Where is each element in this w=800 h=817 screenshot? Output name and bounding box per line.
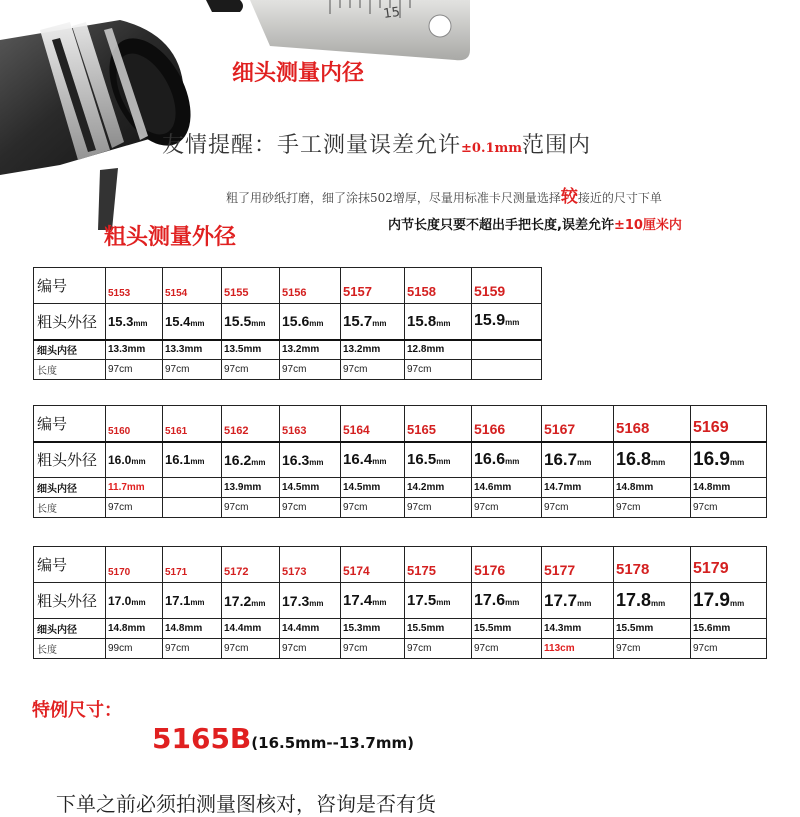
inner-cell: 14.8mm xyxy=(614,478,691,498)
inner-cell: 14.8mm xyxy=(163,619,222,639)
code-cell: 5158 xyxy=(405,268,472,304)
inner-cell: 14.8mm xyxy=(106,619,163,639)
special-size xyxy=(152,722,414,755)
length-cell-highlight: 113cm xyxy=(542,639,614,659)
row-header-length: 长度 xyxy=(34,360,106,380)
inner-cell: 14.2mm xyxy=(405,478,472,498)
inner-cell: 15.3mm xyxy=(341,619,405,639)
code-cell: 5159 xyxy=(472,268,542,304)
length-cell: 97cm xyxy=(405,498,472,518)
outer-cell: 16.7mm xyxy=(542,442,614,478)
spec-table-1 xyxy=(33,267,542,380)
outer-cell: 16.5mm xyxy=(405,442,472,478)
tip-tolerance: ±0.1mm xyxy=(461,141,523,156)
code-cell: 5178 xyxy=(614,547,691,583)
inner-cell: 15.5mm xyxy=(614,619,691,639)
thin-rod-tip xyxy=(206,0,243,12)
outer-cell: 16.9mm xyxy=(691,442,767,478)
length-cell xyxy=(163,498,222,518)
code-cell: 5177 xyxy=(542,547,614,583)
code-cell: 5160 xyxy=(106,406,163,442)
length-cell: 97cm xyxy=(472,639,542,659)
special-size-range: (16.5mm--13.7mm) xyxy=(251,734,414,752)
outer-cell: 15.4mm xyxy=(163,304,222,340)
inner-cell: 14.3mm xyxy=(542,619,614,639)
code-cell: 5163 xyxy=(280,406,341,442)
note-text-before: 粗了用砂纸打磨，细了涂抹502增厚，尽量用标准卡尺测量选择 xyxy=(226,191,561,205)
row-header-outer: 粗头外径 xyxy=(34,304,106,340)
length-cell: 97cm xyxy=(106,498,163,518)
code-cell: 5170 xyxy=(106,547,163,583)
tolerance-tip xyxy=(162,128,591,159)
length-cell: 97cm xyxy=(614,639,691,659)
outer-cell: 16.6mm xyxy=(472,442,542,478)
length-cell: 97cm xyxy=(222,498,280,518)
outer-cell: 15.9mm xyxy=(472,304,542,340)
inner-cell xyxy=(472,340,542,360)
row-header-inner: 细头内径 xyxy=(34,619,106,639)
steel-ruler xyxy=(250,0,470,60)
code-cell: 5166 xyxy=(472,406,542,442)
inner-diameter-label: 细头测量内径 xyxy=(232,61,365,86)
row-header-outer: 粗头外径 xyxy=(34,442,106,478)
code-cell: 5165 xyxy=(405,406,472,442)
inner-cell: 14.8mm xyxy=(691,478,767,498)
code-cell: 5153 xyxy=(106,268,163,304)
code-cell: 5167 xyxy=(542,406,614,442)
length-cell xyxy=(472,360,542,380)
note-text-after: 接近的尺寸下单 xyxy=(577,191,662,205)
length-cell: 97cm xyxy=(405,360,472,380)
outer-cell: 17.1mm xyxy=(163,583,222,619)
tip-prefix: 友情提醒：手工测量误差允许 xyxy=(162,133,462,158)
row-header-inner: 细头内径 xyxy=(34,340,106,360)
length-cell: 97cm xyxy=(472,498,542,518)
outer-cell: 17.0mm xyxy=(106,583,163,619)
length-cell: 97cm xyxy=(691,498,767,518)
outer-cell: 17.6mm xyxy=(472,583,542,619)
length-cell: 97cm xyxy=(542,498,614,518)
code-cell: 5173 xyxy=(280,547,341,583)
outer-cell: 16.8mm xyxy=(614,442,691,478)
code-cell: 5171 xyxy=(163,547,222,583)
length-cell: 97cm xyxy=(280,498,341,518)
outer-diameter-label: 粗头测量外径 xyxy=(104,225,237,250)
inner-cell: 13.9mm xyxy=(222,478,280,498)
outer-cell: 17.4mm xyxy=(341,583,405,619)
inner-cell: 13.3mm xyxy=(163,340,222,360)
length-cell: 97cm xyxy=(280,639,341,659)
outer-cell: 15.7mm xyxy=(341,304,405,340)
inner-cell: 14.4mm xyxy=(280,619,341,639)
length-tolerance-note xyxy=(388,214,682,233)
code-cell: 5175 xyxy=(405,547,472,583)
footer-note: 下单之前必须拍测量图核对，咨询是否有货 xyxy=(56,792,436,816)
inner-cell: 14.5mm xyxy=(280,478,341,498)
row-header-length: 长度 xyxy=(34,498,106,518)
length-cell: 97cm xyxy=(405,639,472,659)
outer-cell: 17.9mm xyxy=(691,583,767,619)
row-header-length: 长度 xyxy=(34,639,106,659)
outer-cell: 17.5mm xyxy=(405,583,472,619)
length-cell: 97cm xyxy=(341,360,405,380)
length-cell: 97cm xyxy=(614,498,691,518)
code-cell: 5154 xyxy=(163,268,222,304)
spec-table-2 xyxy=(33,405,767,518)
length-cell: 97cm xyxy=(341,498,405,518)
inner-cell: 13.3mm xyxy=(106,340,163,360)
outer-cell: 15.5mm xyxy=(222,304,280,340)
length-cell: 99cm xyxy=(106,639,163,659)
row-header-code: 编号 xyxy=(34,547,106,583)
inner-cell: 15.5mm xyxy=(405,619,472,639)
note2-emphasis: ±10厘米内 xyxy=(613,218,682,233)
outer-cell: 17.8mm xyxy=(614,583,691,619)
code-cell: 5174 xyxy=(341,547,405,583)
inner-cell xyxy=(163,478,222,498)
length-cell: 97cm xyxy=(222,360,280,380)
outer-cell: 15.8mm xyxy=(405,304,472,340)
outer-cell: 16.2mm xyxy=(222,442,280,478)
length-cell: 97cm xyxy=(163,360,222,380)
length-cell: 97cm xyxy=(280,360,341,380)
length-cell: 97cm xyxy=(341,639,405,659)
code-cell: 5157 xyxy=(341,268,405,304)
outer-cell: 15.3mm xyxy=(106,304,163,340)
inner-cell: 15.5mm xyxy=(472,619,542,639)
outer-cell: 16.4mm xyxy=(341,442,405,478)
inner-cell: 14.6mm xyxy=(472,478,542,498)
row-header-outer: 粗头外径 xyxy=(34,583,106,619)
inner-cell: 13.2mm xyxy=(280,340,341,360)
length-cell: 97cm xyxy=(691,639,767,659)
code-cell: 5169 xyxy=(691,406,767,442)
outer-cell: 17.3mm xyxy=(280,583,341,619)
row-header-code: 编号 xyxy=(34,268,106,304)
outer-cell: 16.3mm xyxy=(280,442,341,478)
special-size-code: 5165B xyxy=(152,722,252,755)
length-cell: 97cm xyxy=(106,360,163,380)
code-cell: 5179 xyxy=(691,547,767,583)
code-cell: 5176 xyxy=(472,547,542,583)
code-cell: 5161 xyxy=(163,406,222,442)
tip-suffix: 范围内 xyxy=(522,133,592,158)
inner-cell: 13.5mm xyxy=(222,340,280,360)
length-cell: 97cm xyxy=(222,639,280,659)
length-cell: 97cm xyxy=(163,639,222,659)
special-size-title: 特例尺寸： xyxy=(32,700,122,721)
outer-cell: 16.1mm xyxy=(163,442,222,478)
outer-cell: 15.6mm xyxy=(280,304,341,340)
code-cell: 5168 xyxy=(614,406,691,442)
inner-cell: 15.6mm xyxy=(691,619,767,639)
note2-text: 内节长度只要不超出手把长度,误差允许 xyxy=(388,218,614,233)
spec-table-3 xyxy=(33,546,767,659)
inner-cell: 14.4mm xyxy=(222,619,280,639)
row-header-inner: 细头内径 xyxy=(34,478,106,498)
sanding-note xyxy=(226,182,662,207)
inner-cell: 14.7mm xyxy=(542,478,614,498)
inner-cell-highlight: 11.7mm xyxy=(106,478,163,498)
ruler-number: 15 xyxy=(382,4,401,22)
code-cell: 5156 xyxy=(280,268,341,304)
inner-cell: 14.5mm xyxy=(341,478,405,498)
code-cell: 5162 xyxy=(222,406,280,442)
outer-cell: 17.2mm xyxy=(222,583,280,619)
inner-cell: 13.2mm xyxy=(341,340,405,360)
code-cell: 5155 xyxy=(222,268,280,304)
code-cell: 5172 xyxy=(222,547,280,583)
note-emphasis: 较 xyxy=(560,187,578,207)
outer-cell: 17.7mm xyxy=(542,583,614,619)
row-header-code: 编号 xyxy=(34,406,106,442)
code-cell: 5164 xyxy=(341,406,405,442)
inner-cell: 12.8mm xyxy=(405,340,472,360)
outer-cell: 16.0mm xyxy=(106,442,163,478)
